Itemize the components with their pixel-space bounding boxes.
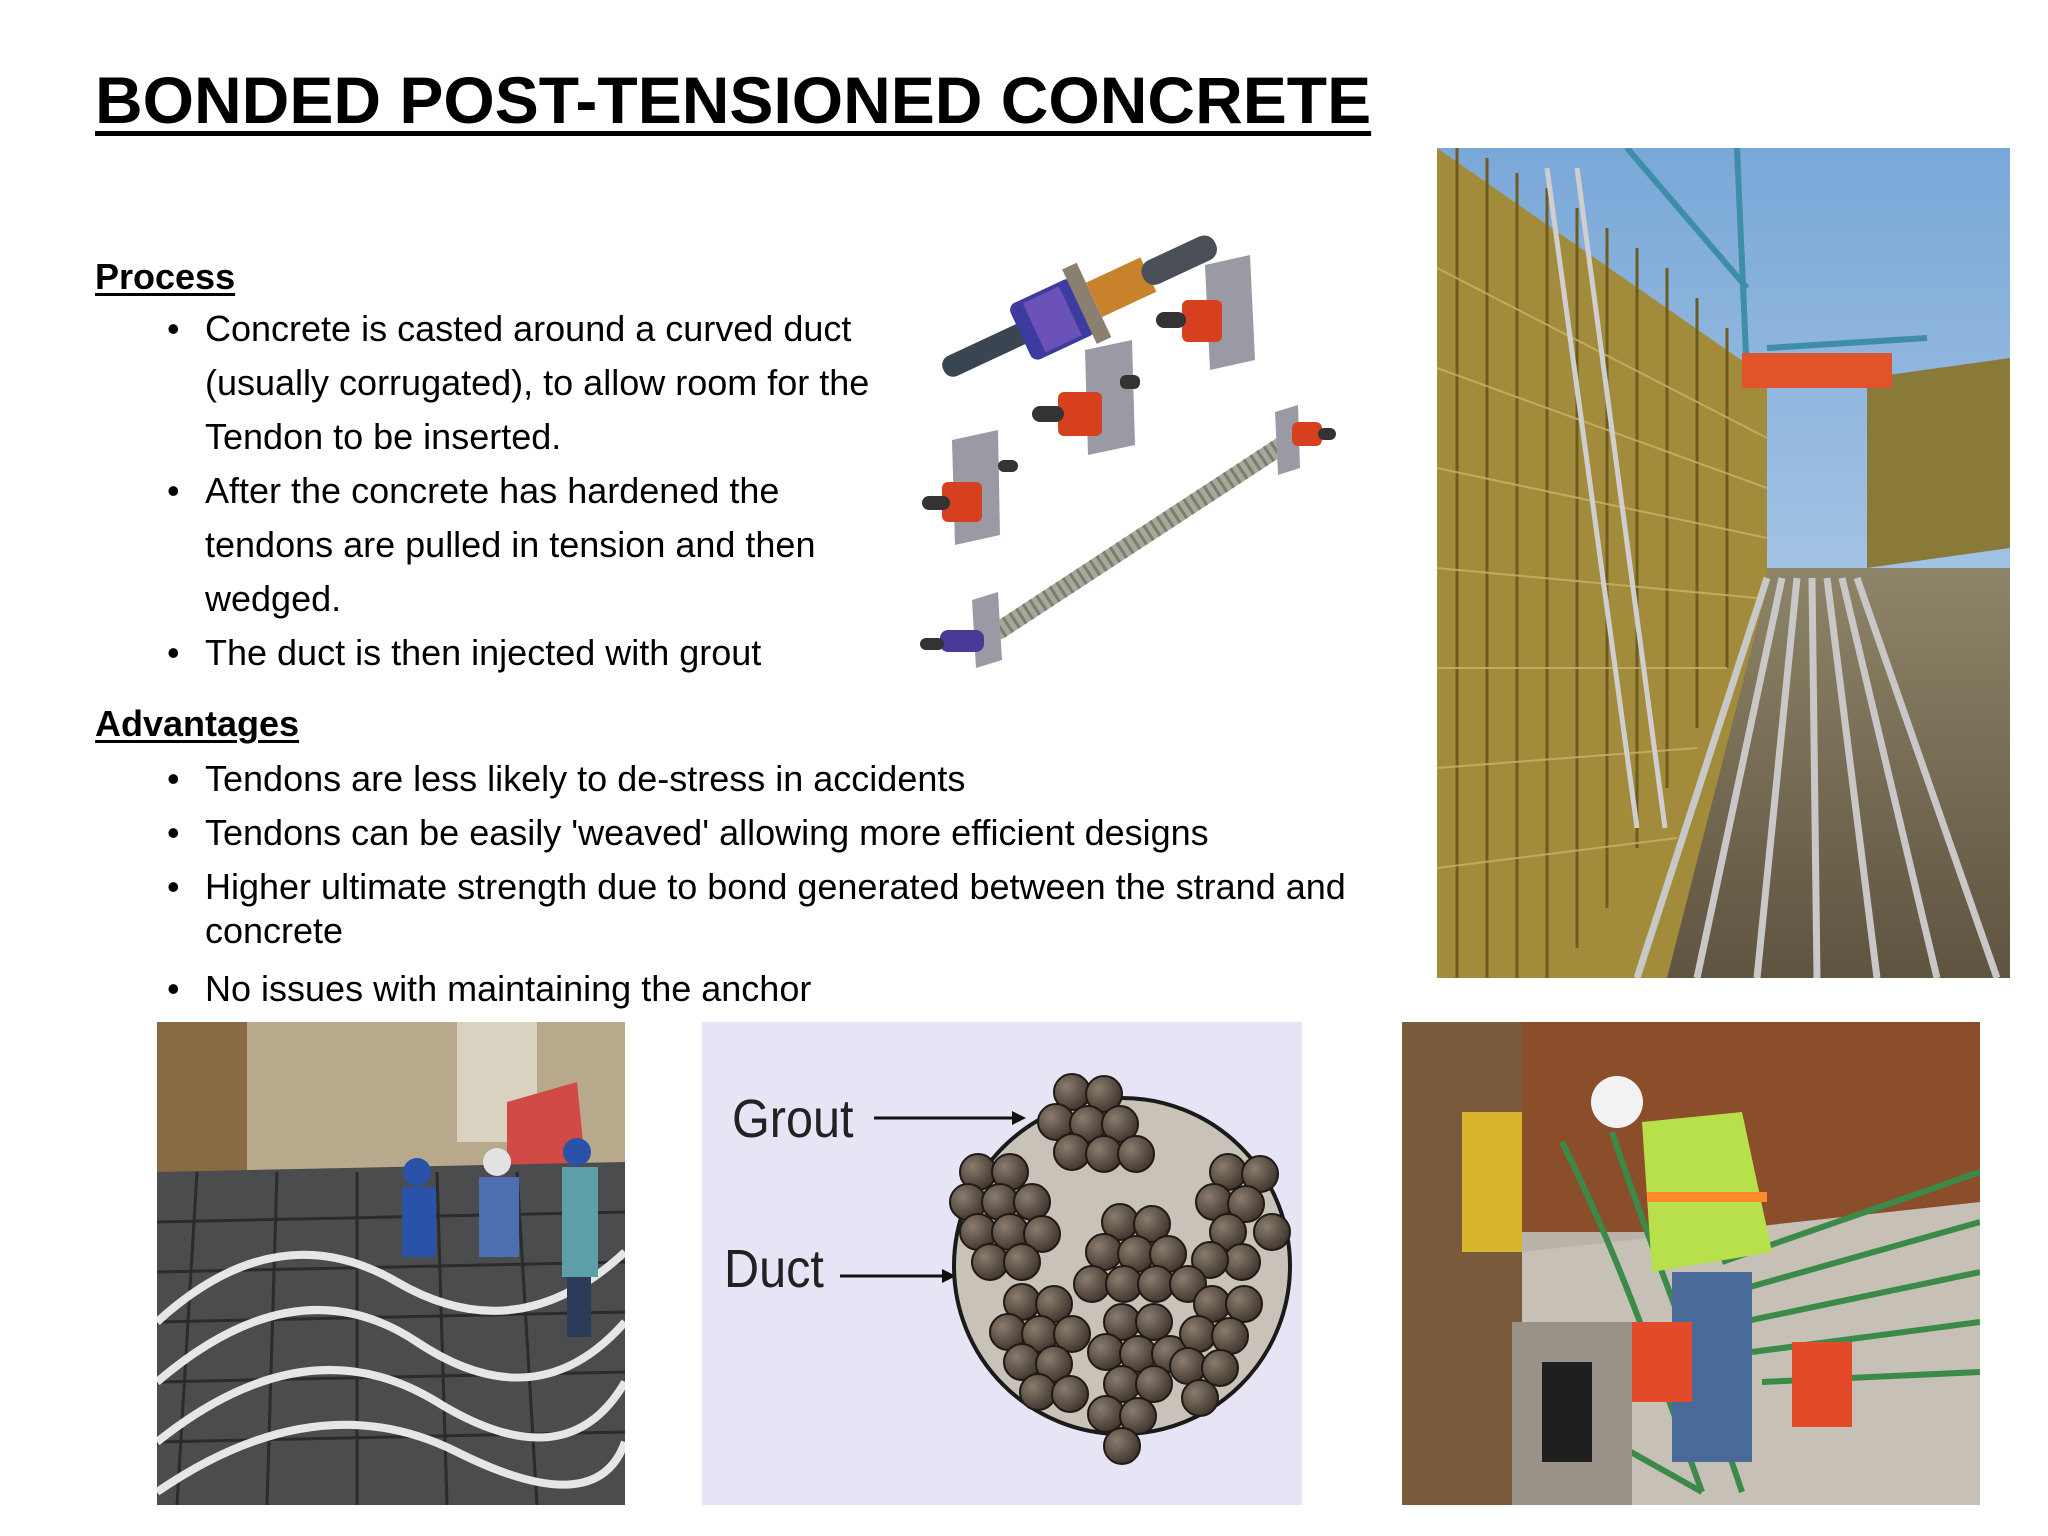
- duct-cross-section-diagram: [702, 1022, 1302, 1505]
- slide-title: BONDED POST-TENSIONED CONCRETE: [95, 63, 1372, 137]
- process-item: [167, 302, 885, 464]
- duct-cross-section-graphic: [702, 1022, 1302, 1505]
- bullet-icon: •: [167, 758, 180, 799]
- duct-label: Duct: [724, 1239, 824, 1299]
- advantage-item-text: No issues with maintaining the anchor: [205, 968, 812, 1009]
- advantage-item: [167, 806, 1435, 860]
- advantage-item-text: Tendons are less likely to de-stress in accidents: [205, 758, 966, 799]
- process-item-text: The duct is then injected with grout: [205, 632, 762, 673]
- grout-label: Grout: [732, 1089, 854, 1149]
- advantage-item-text: Higher ultimate strength due to bond generated between the strand and concrete: [205, 866, 1346, 951]
- advantage-item-text: Tendons can be easily 'weaved' allowing more efficient designs: [205, 812, 1209, 853]
- process-item: [167, 626, 885, 680]
- bullet-icon: •: [167, 866, 180, 907]
- process-heading: Process: [95, 256, 236, 297]
- bullet-icon: •: [167, 632, 180, 673]
- process-list: [167, 302, 885, 680]
- process-item: [167, 464, 885, 626]
- bullet-icon: •: [167, 968, 180, 1009]
- bullet-icon: •: [167, 470, 180, 511]
- workers-laying-ducts-photo: [157, 1022, 625, 1505]
- advantage-item: [167, 865, 1435, 953]
- advantages-list: [167, 752, 1435, 1016]
- anchorage-components-image: [920, 200, 1340, 680]
- bullet-icon: •: [167, 308, 180, 349]
- rebar-wall-photo: [1437, 148, 2010, 978]
- advantages-heading: Advantages: [95, 703, 300, 744]
- advantage-item: [167, 752, 1435, 806]
- process-item-text: Concrete is casted around a curved duct (usually corrugated), to allow room for the Tendon to be inserted.: [205, 308, 870, 457]
- advantage-item: [167, 962, 1435, 1016]
- grout-injection-worker-photo: [1402, 1022, 1980, 1505]
- process-item-text: After the concrete has hardened the tendons are pulled in tension and then wedged.: [205, 470, 816, 619]
- bullet-icon: •: [167, 812, 180, 853]
